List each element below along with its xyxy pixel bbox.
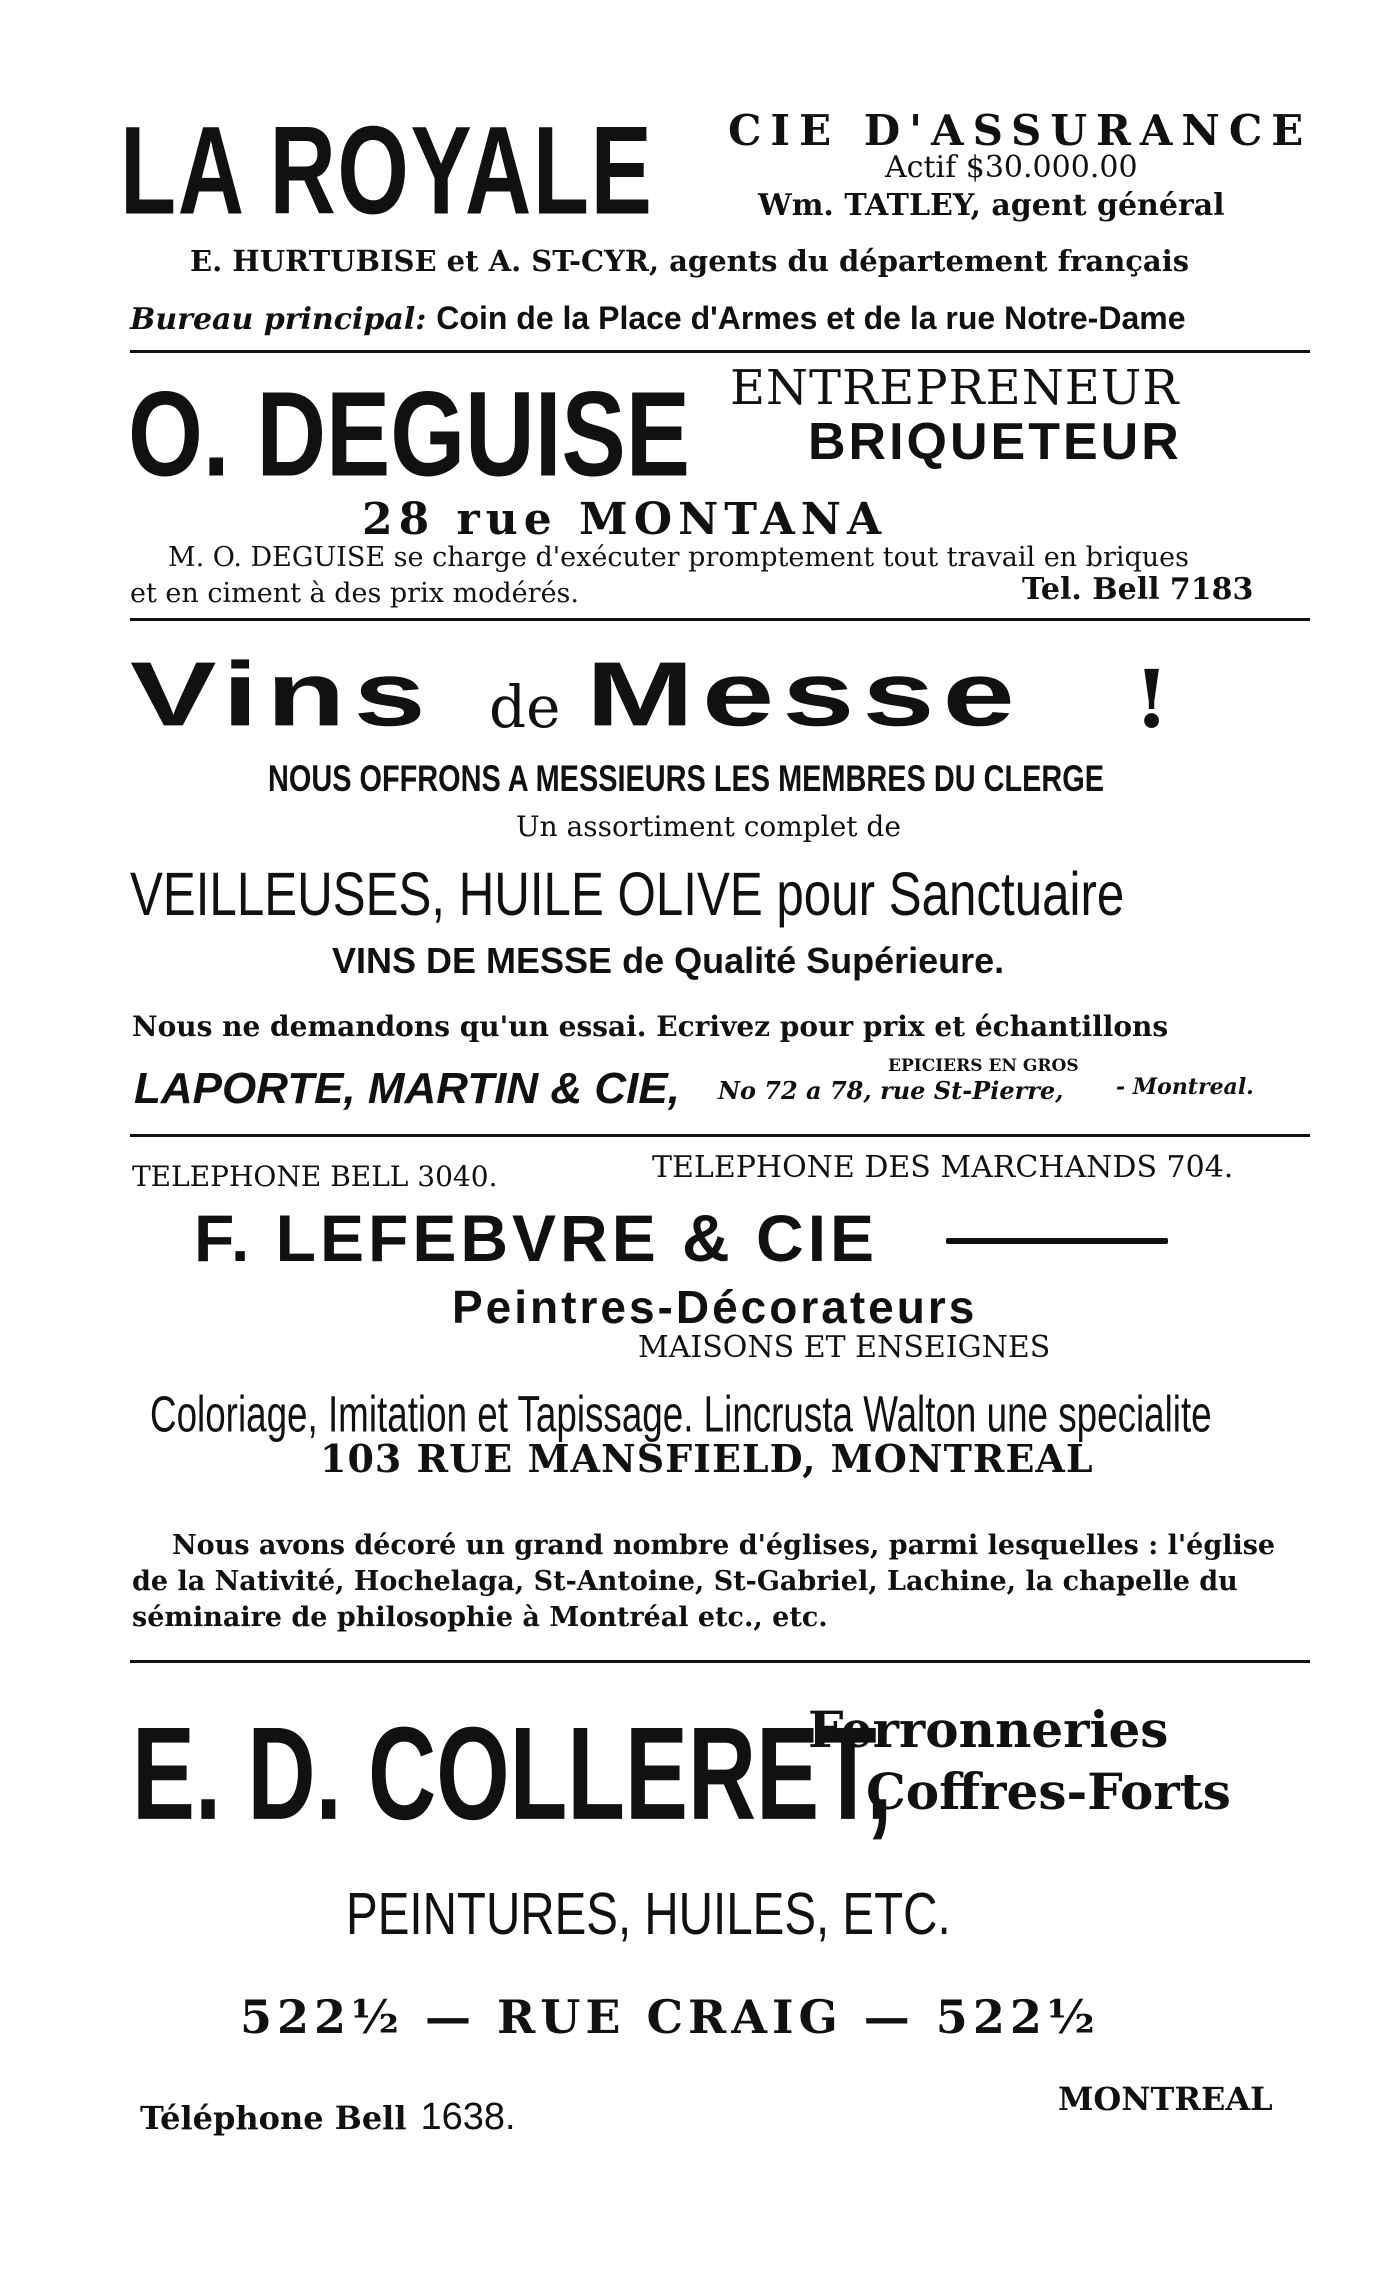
- colleret-trade1: Ferronneries: [808, 1700, 1169, 1759]
- colleret-address: 522½ — RUE CRAIG — 522½: [240, 1990, 1100, 2044]
- vins-offer: NOUS OFFRONS A MESSIEURS LES MEMBRES DU CLERGE: [268, 758, 1105, 800]
- lefebvre-subtrade: MAISONS ET ENSEIGNES: [638, 1330, 1051, 1365]
- vins-word3: Messe: [586, 643, 1024, 746]
- lefebvre-name: F. LEFEBVRE & CIE: [194, 1201, 879, 1275]
- deguise-line1: M. O. DEGUISE se charge d'exécuter promptement tout travail en briques: [168, 542, 1189, 573]
- lefebvre-note3: séminaire de philosophie à Montréal etc., etc.: [132, 1602, 828, 1633]
- vins-title: [130, 640, 1169, 750]
- colleret-phone: [140, 2096, 516, 2139]
- lefebvre-note1: Nous avons décoré un grand nombre d'églises, parmi lesquelles : l'église: [172, 1530, 1276, 1561]
- divider: [130, 1660, 1310, 1663]
- vins-city: - Montreal.: [1116, 1074, 1254, 1100]
- deguise-trade2: BRIQUETEUR: [808, 413, 1182, 471]
- vins-grocers: EPICIERS EN GROS: [888, 1056, 1079, 1076]
- royale-assets: Actif $30.000.00: [885, 150, 1138, 185]
- vins-wine: VINS DE MESSE de Qualité Supérieure.: [332, 940, 1005, 981]
- deguise-phone: Tel. Bell 7183: [1022, 572, 1254, 607]
- royale-company: CIE D'ASSURANCE: [728, 106, 1313, 155]
- vins-products: VEILLEUSES, HUILE OLIVE pour Sanctuaire: [130, 859, 1125, 929]
- royale-agents-line: E. HURTUBISE et A. ST-CYR, agents du département français: [190, 244, 1190, 278]
- lefebvre-phone1: TELEPHONE BELL 3040.: [132, 1160, 498, 1193]
- divider: [130, 618, 1310, 621]
- vins-firm: LAPORTE, MARTIN & CIE,: [134, 1064, 680, 1113]
- vins-assortment: Un assortiment complet de: [516, 810, 901, 843]
- lefebvre-note2: de la Nativité, Hochelaga, St-Antoine, St-Gabriel, Lachine, la chapelle du: [132, 1566, 1238, 1597]
- colleret-trade2: Coffres-Forts: [866, 1762, 1231, 1821]
- colleret-name: E. D. COLLERET,: [132, 1700, 893, 1848]
- lefebvre-address: 103 RUE MANSFIELD, MONTREAL: [320, 1436, 1094, 1481]
- vins-exclaim: !: [1133, 652, 1170, 746]
- deguise-trade1: ENTREPRENEUR: [730, 360, 1180, 416]
- lefebvre-phone2: TELEPHONE DES MARCHANDS 704.: [652, 1150, 1234, 1185]
- divider: [130, 1134, 1310, 1137]
- decorative-rule: [946, 1238, 1168, 1244]
- divider: [130, 350, 1310, 353]
- colleret-paints: PEINTURES, HUILES, ETC.: [346, 1881, 951, 1948]
- lefebvre-trade: Peintres-Décorateurs: [452, 1281, 978, 1333]
- royale-name: LA ROYALE: [120, 100, 654, 241]
- colleret-phone-number: 1638.: [420, 2096, 516, 2138]
- vins-firm-address: No 72 a 78, rue St-Pierre,: [718, 1076, 1064, 1105]
- deguise-line2: et en ciment à des prix modérés.: [130, 578, 579, 609]
- colleret-city: MONTREAL: [1058, 2080, 1273, 2118]
- vins-word1: Vins: [130, 643, 434, 746]
- lefebvre-services: Coloriage, Imitation et Tapissage. Lincrusta Walton une specialite: [150, 1385, 1212, 1443]
- royale-agent: Wm. TATLEY, agent général: [758, 188, 1225, 223]
- vins-word2: de: [489, 673, 561, 741]
- royale-office-label: Bureau principal:: [130, 302, 427, 337]
- colleret-phone-label: Téléphone Bell: [140, 2099, 407, 2137]
- vins-essay: Nous ne demandons qu'un essai. Ecrivez pour prix et échantillons: [132, 1010, 1169, 1043]
- royale-office: [130, 300, 1185, 337]
- deguise-address: 28 rue MONTANA: [362, 494, 888, 545]
- royale-office-address: Coin de la Place d'Armes et de la rue Notre-Dame: [436, 300, 1186, 336]
- deguise-name: O. DEGUISE: [128, 366, 690, 502]
